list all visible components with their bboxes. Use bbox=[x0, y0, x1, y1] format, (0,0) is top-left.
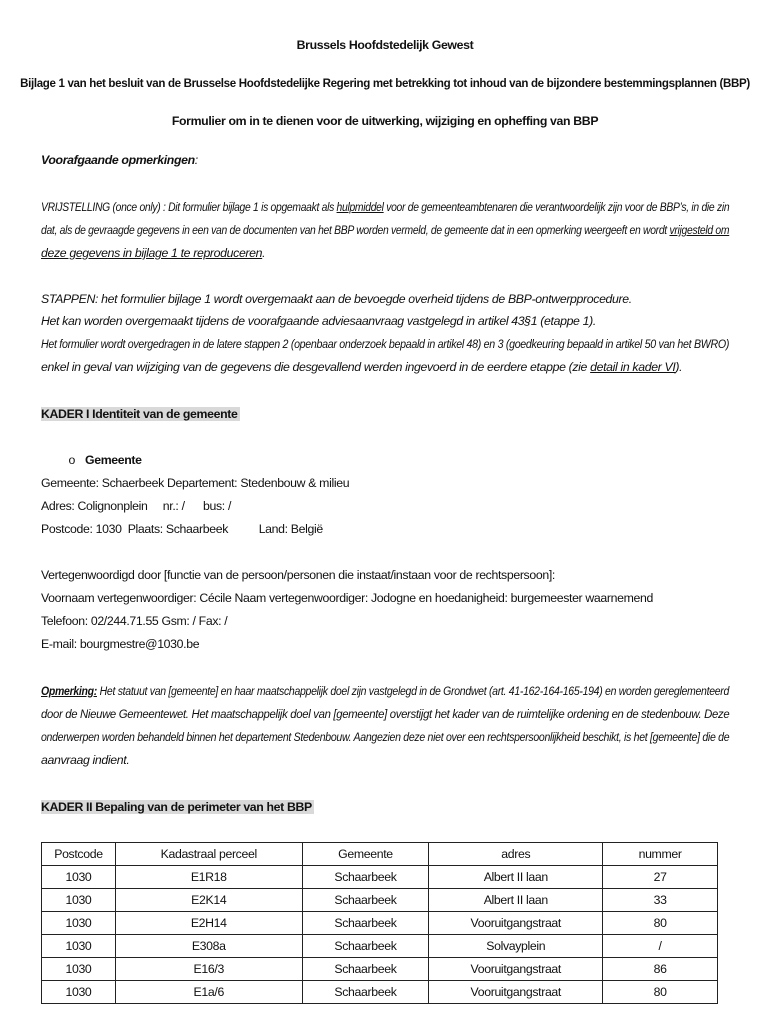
table-cell: Schaarbeek bbox=[302, 912, 429, 935]
table-cell: 80 bbox=[603, 981, 718, 1004]
stappen-line-3: Het formulier wordt overgedragen in de latere stappen 2 (openbaar onderzoek bepaald in artikel 48) en 3 (goedkeuring bepaald in artikel 50 van het BWRO) bbox=[41, 337, 730, 351]
table-cell: Solvayplein bbox=[429, 935, 603, 958]
email-line: E-mail: bourgmestre@1030.be bbox=[41, 637, 200, 651]
opmerking-line-4: aanvraag indient. bbox=[41, 753, 130, 767]
prelim-heading-text: Voorafgaande opmerkingen bbox=[41, 153, 195, 167]
table-cell: 33 bbox=[603, 889, 718, 912]
table-row bbox=[42, 912, 718, 935]
perimeter-table bbox=[41, 842, 718, 1004]
detail-kader-vi-link: detail in kader VI bbox=[590, 360, 676, 374]
table-cell: Albert II laan bbox=[429, 866, 603, 889]
vrijstelling-line-1 bbox=[41, 199, 729, 215]
vrijgesteld-underlined: vrijgesteld om bbox=[669, 223, 730, 237]
table-row bbox=[42, 935, 718, 958]
vrijstelling-text: . bbox=[262, 246, 266, 260]
adres-line: Adres: Colignonplein nr.: / bus: / bbox=[41, 499, 232, 513]
table-cell: E1R18 bbox=[115, 866, 302, 889]
bullet-icon: o bbox=[68, 453, 75, 467]
column-header: nummer bbox=[603, 843, 718, 866]
table-cell: E1a/6 bbox=[115, 981, 302, 1004]
kader-1-heading bbox=[41, 406, 729, 422]
telefoon-line: Telefoon: 02/244.71.55 Gsm: / Fax: / bbox=[41, 614, 228, 628]
kader-1-heading-text: KADER I Identiteit van de gemeente bbox=[41, 407, 238, 421]
kader-2-heading-text: KADER II Bepaling van de perimeter van het BBP bbox=[41, 800, 312, 814]
table-cell: 86 bbox=[603, 958, 718, 981]
column-header: adres bbox=[429, 843, 603, 866]
table-cell: Schaarbeek bbox=[302, 866, 429, 889]
stappen-line-1: STAPPEN: het formulier bijlage 1 wordt overgemaakt aan de bevoegde overheid tijdens de BBP-ontwerpprocedure. bbox=[41, 292, 632, 306]
hulpmiddel-underlined: hulpmiddel bbox=[336, 200, 384, 214]
table-row bbox=[42, 981, 718, 1004]
vrijstelling-text: VRIJSTELLING (once only) : Dit formulier bijlage 1 is opgemaakt als bbox=[41, 200, 337, 214]
postcode-line: Postcode: 1030 Plaats: Schaarbeek Land: België bbox=[41, 522, 323, 536]
table-cell: Vooruitgangstraat bbox=[429, 981, 603, 1004]
table-header-row bbox=[42, 843, 718, 866]
table-cell: E16/3 bbox=[115, 958, 302, 981]
column-header: Gemeente bbox=[302, 843, 429, 866]
prelim-heading-colon: : bbox=[194, 153, 198, 167]
table-cell: Schaarbeek bbox=[302, 981, 429, 1004]
stappen-text: ). bbox=[675, 360, 683, 374]
vrijstelling-line-3 bbox=[41, 245, 729, 261]
table-cell: / bbox=[603, 935, 718, 958]
gemeente-line: Gemeente: Schaerbeek Departement: Stedenbouw & milieu bbox=[41, 476, 350, 490]
vrijstelling-text: voor de gemeenteambtenaren die verantwoordelijk zijn voor de BBP’s, in die zin bbox=[383, 200, 730, 214]
stappen-line-4 bbox=[41, 359, 729, 375]
table-cell: 27 bbox=[603, 866, 718, 889]
vertegenwoordiger-line: Voornaam vertegenwoordiger: Cécile Naam vertegenwoordiger: Jodogne en hoedanigheid: burgemeester waarnemend bbox=[41, 591, 653, 605]
table-row bbox=[42, 958, 718, 981]
opmerking-label: Opmerking: bbox=[41, 684, 97, 698]
table-cell: Vooruitgangstraat bbox=[429, 958, 603, 981]
stappen-line-2: Het kan worden overgemaakt tijdens de voorafgaande adviesaanvraag vastgelegd in artikel 43§1 (etappe 1). bbox=[41, 314, 596, 328]
vrijstelling-text: dat, als de gevraagde gegevens in een van de documenten van het BBP worden vermeld, de gemeente dat in een opmerking weergeeft en wordt bbox=[41, 223, 670, 237]
table-cell: E2H14 bbox=[115, 912, 302, 935]
table-cell: 80 bbox=[603, 912, 718, 935]
vrijstelling-line-2 bbox=[41, 222, 729, 238]
column-header: Kadastraal perceel bbox=[115, 843, 302, 866]
table-cell: 1030 bbox=[42, 935, 116, 958]
table-row bbox=[42, 866, 718, 889]
opmerking-text: Het statuut van [gemeente] en haar maatschappelijk doel zijn vastgelegd in de Grondwet (art. 41-162-164-165-194) en worden gereglementeerd bbox=[96, 684, 730, 698]
table-cell: 1030 bbox=[42, 912, 116, 935]
reproduceren-underlined: deze gegevens in bijlage 1 te reproduceren bbox=[41, 246, 263, 260]
annex-title: Bijlage 1 van het besluit van de Brusselse Hoofdstedelijke Regering met betrekking tot inhoud van de bijzondere bestemmingsplannen (BBP) bbox=[20, 76, 750, 90]
table-cell: Schaarbeek bbox=[302, 889, 429, 912]
opmerking-line-1 bbox=[41, 683, 729, 699]
table-cell: E2K14 bbox=[115, 889, 302, 912]
form-title: Formulier om in te dienen voor de uitwerking, wijziging en opheffing van BBP bbox=[171, 114, 599, 128]
table-row bbox=[42, 889, 718, 912]
region-title: Brussels Hoofdstedelijk Gewest bbox=[296, 38, 474, 52]
table-cell: 1030 bbox=[42, 889, 116, 912]
prelim-heading bbox=[41, 152, 729, 168]
gemeente-subheading: Gemeente bbox=[85, 453, 142, 467]
vertegenwoordigd-line: Vertegenwoordigd door [functie van de persoon/personen die instaat/instaan voor de rechtspersoon]: bbox=[41, 568, 555, 582]
opmerking-line-3: onderwerpen worden behandeld binnen het departement Stedenbouw. Aangezien deze niet over een rechtspersoonlijkheid beschikt, is het [gemeente] die de bbox=[41, 730, 730, 744]
table-cell: 1030 bbox=[42, 981, 116, 1004]
table-cell: Vooruitgangstraat bbox=[429, 912, 603, 935]
stappen-text: enkel in geval van wijziging van de gegevens die desgevallend werden ingevoerd in de eerdere etappe (zie bbox=[41, 360, 591, 374]
opmerking-line-2: door de Nieuwe Gemeentewet. Het maatschappelijk doel van [gemeente] overstijgt het kader van de ruimtelijke ordening en de stedenbouw. Deze bbox=[41, 707, 730, 721]
table-cell: E308a bbox=[115, 935, 302, 958]
table-cell: Schaarbeek bbox=[302, 935, 429, 958]
kader-2-heading bbox=[41, 799, 729, 815]
table-cell: Schaarbeek bbox=[302, 958, 429, 981]
table-cell: 1030 bbox=[42, 958, 116, 981]
gemeente-bullet-line bbox=[41, 452, 729, 468]
table-cell: Albert II laan bbox=[429, 889, 603, 912]
column-header: Postcode bbox=[42, 843, 116, 866]
table-cell: 1030 bbox=[42, 866, 116, 889]
